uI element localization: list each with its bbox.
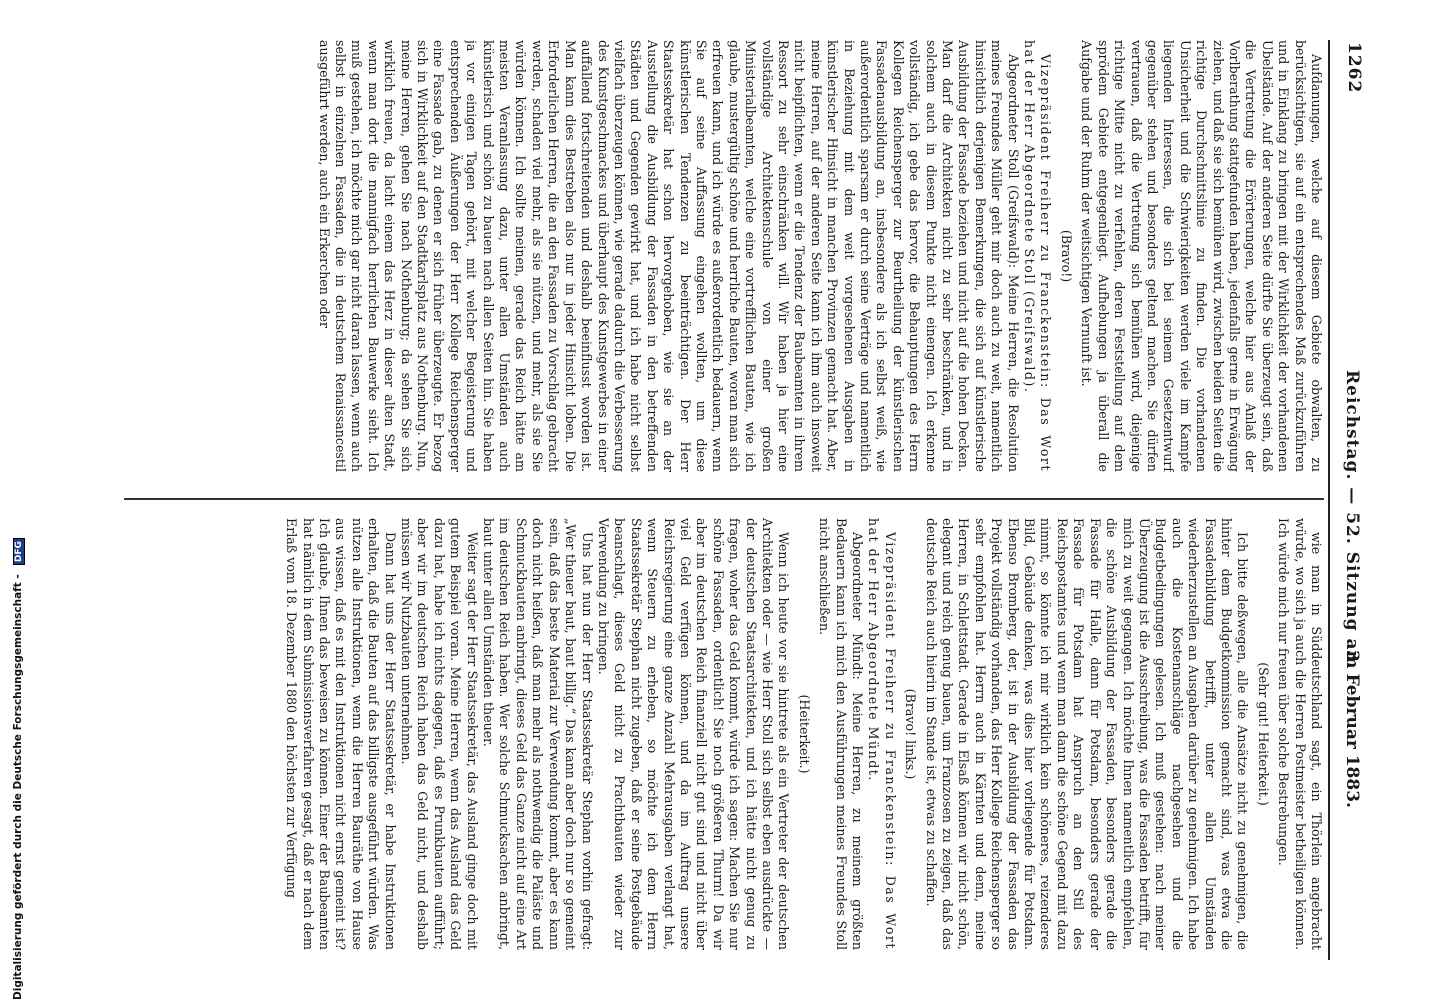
funding-note: Digitalisierung gefördert durch die Deutsche Forschungsgemeinschaft - bbox=[12, 574, 24, 1000]
speech-paragraph: Wenn ich heute vor sie hintrete als ein Vertreter der deutschen Architekten oder — wie Herr Stoll sich selbst eben ausdrückte — der deutschen Staatsarchitekten, und ich hätte nicht genug zu fragen, woher das Geld kommt, würde ich sagen: Machen Sie nur schöne Fassaden, ordentlich! Sie noch größeren Thurm! Da wir aber im deutschen Reich finanziell nicht gut sind und nicht über viel Geld verfügen können, und da im Auftrag unsere Reichsregierung eine ganze Anzahl Mehrausgaben verlangt hat, wenn Steuern zu erheben, so möchte ich dem Herrn Staatssekretär Stephan nicht zugeben, daß er seine Postgebäude beanschlagt, dieses Geld nicht zu Prachtbauten wieder zur Verwendung zu bringen. bbox=[595, 518, 792, 950]
chair-announcement: Vizepräsident Freiherr zu Franckenstein: Das Wort hat der Herr Abgeordnete Stoll (Greifswald). bbox=[1022, 40, 1054, 472]
speech-paragraph: Weiter sagt der Herr Staatssekretär, das Ausland ginge doch mit gutem Beispiel voran. Meine Herren, wenn das Ausland das Geld dazu hat, habe ich nichts dagegen, daß es Prunkbauten aufführt; aber wir im deutschen Reich haben das Geld nicht, und deshalb müssen wir Nutzbauten unternehmen. bbox=[399, 518, 480, 950]
left-column bbox=[124, 40, 1324, 472]
paragraph: Ich bitte deßwegen, alle die Ansätze nicht zu genehmigen, die hinter dem Budgetkommission gemacht sind, was etwa die Fassadenbildung betrifft, unter allen Umständen wiederherzustellen an Ausgaben darüber zu genehmigen. Ich habe auch die Kostenanschläge nachgesehen und die Budgetbedingungen gelesen. Ich muß gestehen: nach meiner Überzeugung ist die Ausschreibung, was die Fassaden betrifft, für mich zu weit gegangen. Ich möchte Ihnen namentlich empfehlen, die schöne Ausbildung der Fassaden, besonders gerade die Fassade für Halle, dann für Potsdam, besonders gerade der Fassade für Potsdam hat Anspruch an den Stil des Reichspostamtes und wenn man dann die schöne Gegend mit dazu nimmt, so könnte ich mir wirklich kein schöneres, reizenderes Bild, Gebäude denken, was dies hier vorliegende für Potsdam. Ebenso Bromberg, der, ist in der Ausbildung der Fassaden das Projekt vollständig vorhanden, das Herr Kollege Reichensperger so sehr empfohlen hat. Herrn auch in Kärnten und denn, meine Herren, in Schlettstadt. Gerade in Elsaß können wir nicht schön, elegant und reich genug bauen, um Franzosen zu zeigen, daß das deutsche Reich auch hierin im Stande ist, etwas zu schaffen. bbox=[923, 518, 1251, 950]
speech-paragraph: Dann hat uns der Herr Staatssekretär, er habe Instruktionen erhalten, daß die Bauten auf das billigste ausgeführt würden. Was nützen alle Instruktionen, wenn die Herren Bauräthe von Hause aus wissen, daß es mit den Instruktionen nicht ernst gemeint ist? Ich glaube, Ihnen das beweisen zu können. Einer der Baubeamten hat nämlich in dem Submissionsverfahren gesagt, daß er nach dem Erlaß vom 18. Dezember 1880 den höchsten zur Verfügung bbox=[284, 518, 398, 950]
page-header bbox=[1328, 40, 1370, 960]
page-number: 1262 bbox=[1344, 42, 1364, 94]
speech-paragraph: Abgeordneter Mündt: Meine Herren, zu meinem größten Bedauern kann ich mich den Ausführungen meines Freundes Stoll nicht anschließen. bbox=[817, 518, 866, 950]
interjection: (Heiterkeit.) bbox=[796, 694, 812, 774]
paragraph: wie man in Süddeutschland sagt, ein Thörlein angebracht würde, wo sich ja auch die Herren Postmeister betheiligen können. Ich würde mich nur freuen über solche Bestrebungen. bbox=[1276, 518, 1324, 950]
digitization-footer bbox=[6, 0, 24, 1000]
dfg-logo: DFG bbox=[13, 538, 25, 565]
speech-paragraph: Abgeordneter Stoll (Greifswald): Meine Herren, die Resolution meines Freundes Müller geht mir doch auch zu weit, namentlich hinsichtlich derjenigen Bemerkungen, die sich auf künstlerische Ausbildung der Fassade beziehen und nicht auf die hohen Decken. Man darf die Architekten nicht zu sehr beschränken, und in solchem auch in diesem Punkte nicht einengen. Ich erkenne vollständig, ich gebe das hervor, die Behauptungen des Herrn Kollegen Reichensperger zur Beurtheilung der künstlerischen Fassadenausbildung an, insbesondere als ich selbst weiß, wie außerordentlich sparsam er durch seine Verträge und namentlich in Beziehung mit dem weit vorgesehenen Ausgaben in künstlerischer Hinsicht in manchen Provinzen gemacht hat. Aber, meine Herren, auf der anderen Seite kann ich ihm auch insoweit nicht beipflichten, wenn er die Tendenz der Baubeamten in ihrem Ressort zu sehr einschränken will. Wir haben ja hier eine vollständige Architektenschule von einer großen Ministerialbeamten, welche eine vortrefflichen Bauten, wie ich glaube, mustergültig schöne und herrliche Bauten, woran man sich erfreuen kann, und ich würde es außerordentlich bedauern, wenn Sie auf seine Auffassung eingehen wollten, um diese künstlerischen Tendenzen zu beeinträchtigen. Der Herr Staatssekretär hat schon hervorgehoben, wie sie an der Ausstellung die Ausbildung der Fassaden in den betreffenden Städten und Gegenden gewirkt hat, und ich habe nicht selbst vielfach überzeugen können, wie gerade dadurch die Verbesserung des Kunstgeschmackes und überhaupt des Kunstgewerbes in einer auffallend fortschreitenden und deshalb beeinflusst worden ist. Man kann dies Bestreben also nur in jeder Hinsicht loben. Die Erforderlichen Herren, die an den Fassaden zu Vorschlag gebracht werden, schaden viel mehr, als sie nützen, und mehr, als sie Sie würden können. Ich sollte meinen, gerade das Reich hätte am meisten Veranlassung dazu, unter allen Umständen auch künstlerisch und schön zu bauen nach allen Seiten hin. Sie haben ja vor einigen Tagen gehört, mit welcher Begeisterung und entsprechenden Äußerungen der Herr Kollege Reichensperger eine Fassade gab, zu denen er sich früher überzeugte. Er bezog sich in Wirklichkeit auf den Stadtkarlsplatz aus Nothenburg. Nun, meine Herren, gehen Sie nach Nothenburg; da sehen Sie sich wirklich freuen, da lacht einem das Herz in dieser alten Stadt, wenn man dort die mannigfach herrlichen Bauwerke sieht. Ich muß gestehen, ich möchte mich gar nicht daran lassen, wenn auch selbst in einzelnen Fassaden, die in deutschem Renaissancestil ausgeführt werden, auch ein Erkerchen oder bbox=[316, 40, 1021, 472]
speech-paragraph: Uns hat nun der Herr Staatssekretär Stephan vorhin gefragt: „Wer theuer baut, baut billig.“ Das kann aber doch nur so gemeint sein, daß das beste Material zur Verwendung kommt, aber es kann doch nicht heißen, daß man mehr als nothwendig die Paläste und Schmuckbauten anbringt, dieses Geld das Ganze nicht auf eine Art im deutschen Reich haben. Wer solche Schmucksachen anbringt, baut unter allen Umständen theuer. bbox=[481, 518, 595, 950]
session-date: 3. Februar 1883. bbox=[1342, 650, 1362, 808]
right-column bbox=[124, 518, 1324, 950]
running-head: Reichstag. — 52. Sitzung am bbox=[1342, 370, 1362, 670]
interjection: (Bravo! links.) bbox=[903, 688, 919, 780]
interjection: (Sehr gut! Heiterkeit.) bbox=[1255, 662, 1271, 806]
column-divider bbox=[124, 498, 1324, 500]
interjection: (Bravo!) bbox=[1058, 229, 1074, 283]
chair-announcement: Vizepräsident Freiherr zu Franckenstein: Das Wort hat der Herr Abgeordnete Mündt. bbox=[866, 518, 898, 950]
paragraph: Aufdanungen, welche auf diesem Gebiete obwalten, zu berücksichtigen, sie auf ein entsprechendes Maß zurückzuführen und in Einklang zu bringen mit der Wirklichkeit der vorhandenen Ubelstände. Auf der anderen Seite dürfte Sie überzeugt sein, daß die Vertretung die Erörterungen, welche hier aus Anlaß der Vorlberathung stattgefunden haben, jedenfalls gerne in Erwägung ziehen, und daß sie sich bemühen wird, zwischen beiden Seiten die richtige Durchschnittslinie zu finden. Die vorhandenen Unsicherheit und die Schwierigkeiten werden viele im Kampfe liegenden Interessen, die sich bei seinem Gesetzentwurf gegenüber stehen und besonders geltend machen. Sie dürfen vertrauen, daß die Vertretung sich bemühen wird, diejenige richtige Mitte nicht zu verfehlen, deren Feststellung auf dem sprödem Gebiete entgegenliegt. Aufhebungen ja überall die Aufgabe und der Ruhm der weitsichtigen Vernunft ist. bbox=[1079, 40, 1324, 472]
rotated-page bbox=[100, 40, 1370, 960]
